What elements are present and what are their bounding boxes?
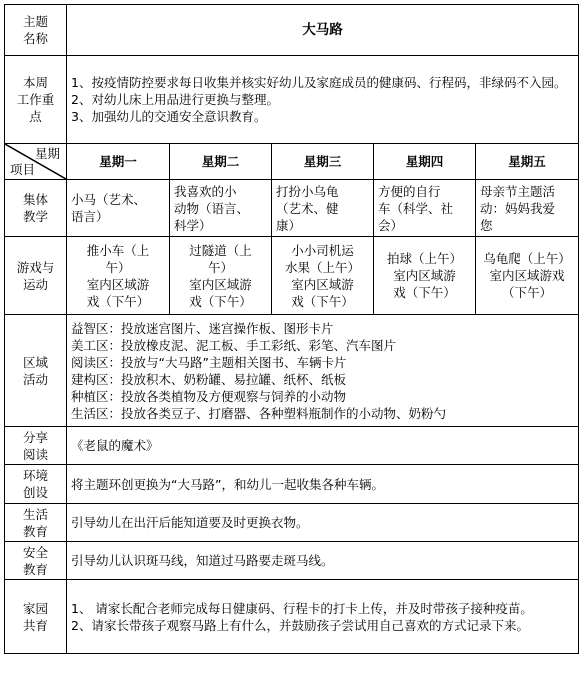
safety-label: [5, 542, 67, 580]
collective-thursday: [374, 180, 476, 237]
day-wednesday: 星期三: [272, 144, 374, 180]
text-line: 教育: [22, 523, 48, 539]
collective-friday: [476, 180, 579, 237]
text-line: 区域: [22, 354, 48, 370]
text-line: 动：妈妈我爱: [480, 200, 556, 216]
focus-item: 1、按疫情防控要求每日收集并核实好幼儿及家庭成员的健康码、行程码，非绿码不入园。: [71, 75, 567, 90]
text-line: 运动: [22, 276, 48, 292]
life-row: [5, 504, 579, 542]
areas-row: [5, 315, 579, 427]
text-line: 室内区域游: [189, 276, 252, 292]
area-item: 种植区：投放各类植物及方便观察与饲养的小动物: [71, 388, 347, 404]
games-tuesday: [170, 237, 272, 315]
text-line: 集体: [22, 192, 48, 207]
text-line: 康）: [276, 217, 302, 233]
text-line: 名称: [22, 31, 48, 46]
text-line: 共育: [22, 617, 48, 633]
weekday-header-row: [5, 144, 579, 180]
text-line: 午）: [105, 259, 131, 275]
life-label: [5, 504, 67, 542]
weekly-plan-table: [4, 4, 579, 654]
text-line: 教学: [22, 209, 48, 224]
home-item: 2、请家长带孩子观察马路上有什么，并鼓励孩子尝试用自己喜欢的方式记录下来。: [71, 617, 529, 633]
text-line: 推小车（上: [86, 242, 150, 258]
text-line: 安全: [22, 544, 48, 560]
reading-value: 《老鼠的魔术》: [67, 427, 579, 465]
text-line: （下午）: [502, 285, 553, 300]
games-monday: [67, 237, 170, 315]
text-line: 本周: [22, 75, 48, 90]
text-line: 拍球（上午）: [386, 251, 462, 266]
text-line: 戏（下午）: [393, 285, 456, 300]
text-line: 室内区域游: [393, 268, 456, 283]
text-line: 工作重: [16, 92, 55, 107]
text-line: 游戏与: [16, 259, 55, 275]
text-line: 生活: [22, 506, 48, 522]
day-monday: 星期一: [67, 144, 170, 180]
reading-label: [5, 427, 67, 465]
text-line: 创设: [22, 485, 48, 500]
area-item: 建构区：投放积木、奶粉罐、易拉罐、纸杯、纸板: [71, 371, 347, 387]
focus-item: 2、对幼儿床上用品进行更换与整理。: [71, 92, 279, 107]
text-line: 戏（下午）: [291, 293, 354, 309]
collective-row: [5, 180, 579, 237]
header-corner: [5, 144, 67, 180]
day-thursday: 星期四: [374, 144, 476, 180]
text-line: 室内区域游: [86, 276, 150, 292]
text-line: 室内区域游: [291, 276, 354, 292]
home-content: [67, 580, 579, 654]
text-line: （艺术、健: [276, 200, 339, 216]
day-friday: 星期五: [476, 144, 579, 180]
theme-label: [5, 5, 67, 56]
text-line: 我喜欢的小: [174, 183, 237, 199]
collective-wednesday: [272, 180, 374, 237]
text-line: 母亲节主题活: [480, 183, 556, 199]
collective-monday: [67, 180, 170, 237]
safety-value: 引导幼儿认识斑马线，知道过马路要走斑马线。: [67, 542, 579, 580]
text-line: 主题: [22, 14, 48, 29]
text-line: 车（科学、社: [378, 200, 454, 216]
reading-row: [5, 427, 579, 465]
focus-label: [5, 56, 67, 144]
text-line: 会）: [378, 217, 404, 233]
games-thursday: [374, 237, 476, 315]
area-item: 生活区：投放各类豆子、打磨器、各种塑料瓶制作的小动物、奶粉勺: [71, 405, 447, 421]
life-value: 引导幼儿在出汗后能知道要及时更换衣物。: [67, 504, 579, 542]
environment-label: [5, 465, 67, 504]
text-line: 过隧道（上: [189, 242, 252, 258]
text-line: 打扮小乌龟: [276, 183, 339, 199]
text-line: 环境: [22, 468, 48, 483]
home-label: [5, 580, 67, 654]
environment-row: [5, 465, 579, 504]
home-row: [5, 580, 579, 654]
focus-content: [67, 56, 579, 144]
text-line: 小小司机运: [291, 242, 354, 258]
focus-item: 3、加强幼儿的交通安全意识教育。: [71, 109, 267, 124]
areas-label: [5, 315, 67, 427]
text-line: 小马（艺术、: [71, 192, 147, 207]
day-tuesday: 星期二: [170, 144, 272, 180]
focus-row: [5, 56, 579, 144]
area-item: 阅读区：投放与“大马路”主题相关图书、车辆卡片: [71, 354, 347, 370]
text-line: 戏（下午）: [189, 293, 252, 309]
areas-content: [67, 315, 579, 427]
theme-row: [5, 5, 579, 56]
text-line: 阅读: [22, 446, 48, 462]
environment-value: 将主题环创更换为“大马路”，和幼儿一起收集各种车辆。: [67, 465, 579, 504]
text-line: 戏（下午）: [86, 293, 150, 309]
text-line: 乌龟爬（上午）: [483, 251, 571, 266]
collective-label: [5, 180, 67, 237]
text-line: 家园: [22, 600, 48, 616]
home-item: 1、 请家长配合老师完成每日健康码、行程卡的打卡上传，并及时带孩子接种疫苗。: [71, 600, 533, 616]
collective-tuesday: [170, 180, 272, 237]
games-friday: [476, 237, 579, 315]
text-line: 您: [480, 217, 493, 233]
text-line: 分享: [22, 429, 48, 445]
corner-item-label: 项目: [10, 162, 36, 177]
text-line: 午）: [207, 259, 233, 275]
corner-weekday-label: 星期: [34, 146, 60, 161]
area-item: 益智区：投放迷宫图片、迷宫操作板、图形卡片: [71, 320, 334, 336]
text-line: 室内区域游戏: [489, 268, 565, 283]
text-line: 点: [29, 109, 42, 124]
text-line: 语言）: [71, 209, 109, 224]
theme-value: 大马路: [67, 5, 579, 56]
games-label: [5, 237, 67, 315]
text-line: 动物（语言、: [174, 200, 250, 216]
games-wednesday: [272, 237, 374, 315]
text-line: 科学）: [174, 217, 212, 233]
text-line: 方便的自行: [378, 183, 441, 199]
text-line: 水果（上午）: [284, 259, 360, 275]
area-item: 美工区：投放橡皮泥、泥工板、手工彩纸、彩笔、汽车图片: [71, 337, 397, 353]
text-line: 教育: [22, 561, 48, 577]
text-line: 活动: [22, 371, 48, 387]
games-row: [5, 237, 579, 315]
safety-row: [5, 542, 579, 580]
